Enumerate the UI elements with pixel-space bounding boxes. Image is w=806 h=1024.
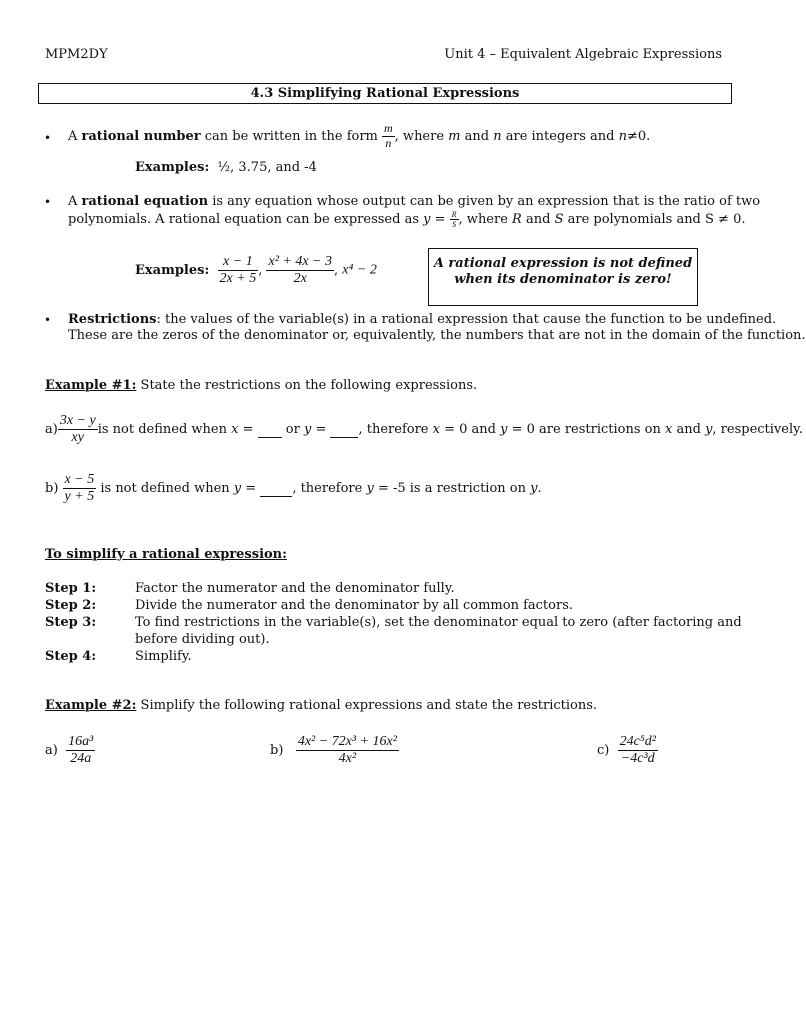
answer-blank[interactable] [258,422,282,438]
example-1a-fraction: $\frac{3x - y}{xy}$ [59,413,96,446]
example-2b-fraction: $\frac{\text{4x² − 72x³ + 16x²}}{\text{4x²}}$ [297,734,397,767]
example-2-heading: Example #2: Simplify the following rational expressions and state the restrictions. [45,698,598,713]
example-1b: b) $\frac{x - 5}{y + 5}$ is not defined when y = , therefore y = -5 is a restriction on y. [45,472,542,505]
bullet-icon: • [44,313,52,327]
bullet-icon: • [44,195,52,209]
answer-blank[interactable] [330,422,358,438]
step-2-text: Divide the numerator and the denominator by all common factors. [135,598,574,613]
example-2a-fraction: $\frac{\text{16a³}}{24a}$ [68,734,94,767]
example-fraction-2: $\frac{\text{x² + 4x − 3}}{2x}$ [268,254,333,287]
example-2b: b) $\frac{\text{4x² − 72x³ + 16x²}}{\text{4x²}}$ [270,734,397,767]
rational-number-examples: Examples: ½, 3.75, and -4 [135,160,317,175]
step-4-label: Step 4: [45,649,97,664]
step-1-label: Step 1: [45,581,97,596]
fraction-m-over-n: $\frac{m}{n}$ [384,121,393,150]
page-title: 4.3 Simplifying Rational Expressions [38,83,732,104]
rational-number-definition: A rational number can be written in the form $\frac{m}{n}$ , where m and n are integers and n≠0. [68,121,651,150]
rational-equation-definition-line2: polynomials. A rational equation can be expressed as y = $\frac{R}{S}$ , where R and S are polynomials and S ≠ 0. [68,210,746,230]
example-fraction-1: $\frac{x - 1}{2x + 5}$ [219,254,257,287]
restrictions-definition-line1: Restrictions: the values of the variable(s) in a rational expression that cause the function to be undefined. [68,312,777,327]
example-2a: a) $\frac{\text{16a³}}{24a}$ [45,734,94,767]
restrictions-definition-line2: These are the zeros of the denominator or, equivalently, the numbers that are not in the domain of the function. [68,328,806,343]
step-2-label: Step 2: [45,598,97,613]
step-1-text: Factor the numerator and the denominator fully. [135,581,455,596]
fraction-r-over-s: $\frac{R}{S}$ [451,210,457,230]
step-4-text: Simplify. [135,649,192,664]
example-1-heading: Example #1: State the restrictions on the following expressions. [45,378,478,393]
example-1a: a) $\frac{3x - y}{xy}$ is not defined when x = or y = , therefore x = 0 and y = 0 are restrictions on x and y, respectively. [45,413,803,446]
example-polynomial-3: x⁴ − 2 [342,262,377,278]
example-1b-fraction: $\frac{x - 5}{y + 5}$ [64,472,95,505]
step-3-text: To find restrictions in the variable(s), set the denominator equal to zero (after factoring and [135,615,742,630]
header-unit-title: Unit 4 – Equivalent Algebraic Expressions [444,47,722,62]
rational-equation-definition-line1: A rational equation is any equation whose output can be given by an expression that is the ratio of two [68,194,761,209]
step-3-label: Step 3: [45,615,97,630]
answer-blank[interactable] [260,481,292,497]
rational-expression-examples: Examples: $\frac{x - 1}{2x + 5}$ , $\frac{\text{x² + 4x − 3}}{2x}$ , x⁴ − 2 [135,254,377,287]
step-3-text-continued: before dividing out). [135,632,270,647]
example-2c-fraction: $\frac{\text{24c⁵d²}}{\text{−4c³d}}$ [619,734,656,767]
bullet-icon: • [44,131,52,145]
example-2c: c) $\frac{\text{24c⁵d²}}{\text{−4c³d}}$ [597,734,656,767]
header-course-code: MPM2DY [45,47,108,62]
simplify-heading: To simplify a rational expression: [45,547,287,562]
rational-expression-note: A rational expression is not defined when its denominator is zero! [428,248,698,306]
